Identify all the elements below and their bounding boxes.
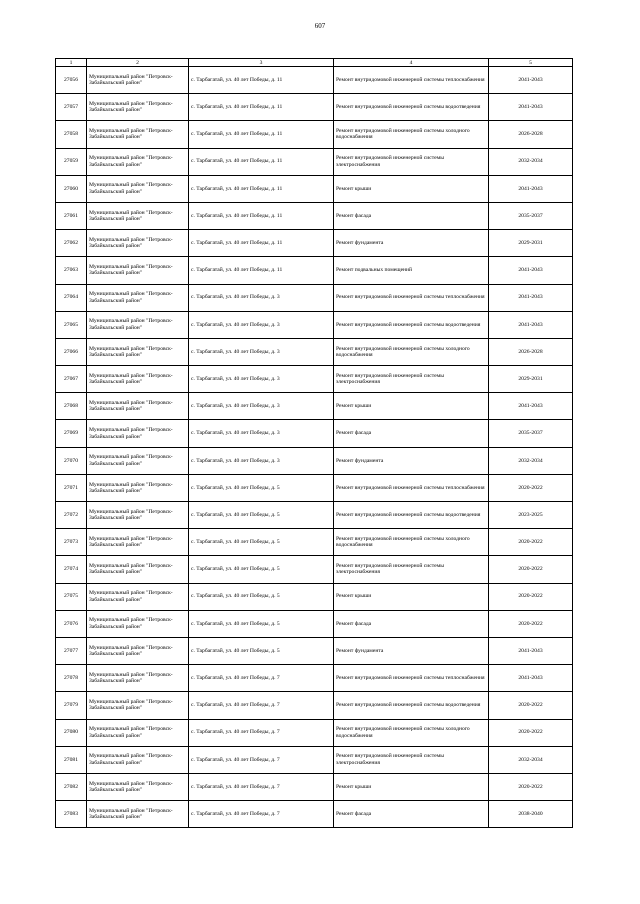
work-type-cell: Ремонт фасада [334, 801, 489, 828]
period-cell: 2020-2022 [489, 529, 573, 556]
address-cell: с. Тарбагатай, ул. 40 лет Победы, д. 7 [189, 665, 334, 692]
work-type-cell: Ремонт внутридомовой инженерной системы водоотведения [334, 692, 489, 719]
table-row [56, 529, 573, 556]
work-type-cell: Ремонт внутридомовой инженерной системы теплоснабжения [334, 284, 489, 311]
row-number: 27078 [56, 665, 87, 692]
table-row [56, 121, 573, 148]
row-number: 27057 [56, 94, 87, 121]
municipality-cell: Муниципальный район "Петровск-Забайкальский район" [87, 230, 189, 257]
row-number: 27076 [56, 610, 87, 637]
table-row [56, 338, 573, 365]
address-cell: с. Тарбагатай, ул. 40 лет Победы, д. 3 [189, 447, 334, 474]
row-number: 27072 [56, 502, 87, 529]
row-number: 27060 [56, 175, 87, 202]
address-cell: с. Тарбагатай, ул. 40 лет Победы, д. 5 [189, 583, 334, 610]
table-row [56, 393, 573, 420]
address-cell: с. Тарбагатай, ул. 40 лет Победы, д. 7 [189, 692, 334, 719]
row-number: 27070 [56, 447, 87, 474]
table-row [56, 637, 573, 664]
municipality-cell: Муниципальный район "Петровск-Забайкальский район" [87, 583, 189, 610]
table-row [56, 502, 573, 529]
table-row [56, 665, 573, 692]
period-cell: 2041-2043 [489, 94, 573, 121]
row-number: 27081 [56, 746, 87, 773]
work-type-cell: Ремонт внутридомовой инженерной системы водоотведения [334, 311, 489, 338]
period-cell: 2023-2025 [489, 502, 573, 529]
address-cell: с. Тарбагатай, ул. 40 лет Победы, д. 11 [189, 257, 334, 284]
address-cell: с. Тарбагатай, ул. 40 лет Победы, д. 11 [189, 230, 334, 257]
work-type-cell: Ремонт внутридомовой инженерной системы электроснабжения [334, 148, 489, 175]
municipality-cell: Муниципальный район "Петровск-Забайкальский район" [87, 393, 189, 420]
municipality-cell: Муниципальный район "Петровск-Забайкальский район" [87, 338, 189, 365]
table-row [56, 284, 573, 311]
row-number: 27075 [56, 583, 87, 610]
municipality-cell: Муниципальный район "Петровск-Забайкальский район" [87, 202, 189, 229]
row-number: 27079 [56, 692, 87, 719]
period-cell: 2041-2043 [489, 311, 573, 338]
period-cell: 2020-2022 [489, 719, 573, 746]
row-number: 27067 [56, 366, 87, 393]
column-number-row [56, 59, 573, 67]
row-number: 27068 [56, 393, 87, 420]
municipality-cell: Муниципальный район "Петровск-Забайкальский район" [87, 556, 189, 583]
work-type-cell: Ремонт внутридомовой инженерной системы водоотведения [334, 94, 489, 121]
municipality-cell: Муниципальный район "Петровск-Забайкальский район" [87, 257, 189, 284]
period-cell: 2020-2022 [489, 610, 573, 637]
address-cell: с. Тарбагатай, ул. 40 лет Победы, д. 5 [189, 502, 334, 529]
address-cell: с. Тарбагатай, ул. 40 лет Победы, д. 3 [189, 366, 334, 393]
period-cell: 2029-2031 [489, 230, 573, 257]
period-cell: 2041-2043 [489, 67, 573, 94]
period-cell: 2020-2022 [489, 556, 573, 583]
period-cell: 2035-2037 [489, 202, 573, 229]
address-cell: с. Тарбагатай, ул. 40 лет Победы, д. 11 [189, 202, 334, 229]
column-header: 5 [489, 59, 573, 67]
municipality-cell: Муниципальный район "Петровск-Забайкальский район" [87, 148, 189, 175]
work-type-cell: Ремонт внутридомовой инженерной системы теплоснабжения [334, 67, 489, 94]
work-type-cell: Ремонт фасада [334, 420, 489, 447]
table-row [56, 474, 573, 501]
address-cell: с. Тарбагатай, ул. 40 лет Победы, д. 5 [189, 610, 334, 637]
row-number: 27059 [56, 148, 87, 175]
row-number: 27077 [56, 637, 87, 664]
period-cell: 2029-2031 [489, 366, 573, 393]
row-number: 27071 [56, 474, 87, 501]
period-cell: 2038-2040 [489, 801, 573, 828]
row-number: 27061 [56, 202, 87, 229]
row-number: 27065 [56, 311, 87, 338]
table-row [56, 94, 573, 121]
address-cell: с. Тарбагатай, ул. 40 лет Победы, д. 7 [189, 746, 334, 773]
period-cell: 2032-2034 [489, 447, 573, 474]
work-type-cell: Ремонт крыши [334, 393, 489, 420]
work-type-cell: Ремонт внутридомовой инженерной системы холодного водоснабжения [334, 719, 489, 746]
address-cell: с. Тарбагатай, ул. 40 лет Победы, д. 11 [189, 148, 334, 175]
page-number: 607 [314, 22, 326, 30]
municipality-cell: Муниципальный район "Петровск-Забайкальский район" [87, 637, 189, 664]
row-number: 27083 [56, 801, 87, 828]
work-type-cell: Ремонт фундамента [334, 230, 489, 257]
work-type-cell: Ремонт внутридомовой инженерной системы электроснабжения [334, 366, 489, 393]
table-row [56, 366, 573, 393]
municipality-cell: Муниципальный район "Петровск-Забайкальский район" [87, 665, 189, 692]
address-cell: с. Тарбагатай, ул. 40 лет Победы, д. 3 [189, 393, 334, 420]
municipality-cell: Муниципальный район "Петровск-Забайкальский район" [87, 692, 189, 719]
work-type-cell: Ремонт внутридомовой инженерной системы электроснабжения [334, 556, 489, 583]
row-number: 27069 [56, 420, 87, 447]
period-cell: 2032-2034 [489, 148, 573, 175]
work-type-cell: Ремонт внутридомовой инженерной системы холодного водоснабжения [334, 338, 489, 365]
table-row [56, 67, 573, 94]
municipality-cell: Муниципальный район "Петровск-Забайкальский район" [87, 366, 189, 393]
column-header: 1 [56, 59, 87, 67]
work-type-cell: Ремонт фасада [334, 610, 489, 637]
period-cell: 2026-2028 [489, 338, 573, 365]
work-type-cell: Ремонт крыши [334, 773, 489, 800]
row-number: 27063 [56, 257, 87, 284]
address-cell: с. Тарбагатай, ул. 40 лет Победы, д. 11 [189, 67, 334, 94]
work-type-cell: Ремонт фундамента [334, 637, 489, 664]
row-number: 27064 [56, 284, 87, 311]
column-header: 3 [189, 59, 334, 67]
table-row [56, 148, 573, 175]
row-number: 27058 [56, 121, 87, 148]
municipality-cell: Муниципальный район "Петровск-Забайкальский район" [87, 474, 189, 501]
municipality-cell: Муниципальный район "Петровск-Забайкальский район" [87, 420, 189, 447]
table-row [56, 583, 573, 610]
repair-schedule-table [55, 58, 573, 828]
table-row [56, 610, 573, 637]
municipality-cell: Муниципальный район "Петровск-Забайкальский район" [87, 94, 189, 121]
row-number: 27074 [56, 556, 87, 583]
work-type-cell: Ремонт крыши [334, 583, 489, 610]
table-row [56, 773, 573, 800]
period-cell: 2020-2022 [489, 474, 573, 501]
municipality-cell: Муниципальный район "Петровск-Забайкальский район" [87, 284, 189, 311]
address-cell: с. Тарбагатай, ул. 40 лет Победы, д. 5 [189, 556, 334, 583]
address-cell: с. Тарбагатай, ул. 40 лет Победы, д. 11 [189, 175, 334, 202]
period-cell: 2035-2037 [489, 420, 573, 447]
row-number: 27073 [56, 529, 87, 556]
row-number: 27080 [56, 719, 87, 746]
municipality-cell: Муниципальный район "Петровск-Забайкальский район" [87, 67, 189, 94]
address-cell: с. Тарбагатай, ул. 40 лет Победы, д. 3 [189, 338, 334, 365]
table-row [56, 230, 573, 257]
period-cell: 2041-2043 [489, 257, 573, 284]
municipality-cell: Муниципальный район "Петровск-Забайкальский район" [87, 311, 189, 338]
row-number: 27062 [56, 230, 87, 257]
municipality-cell: Муниципальный район "Петровск-Забайкальский район" [87, 121, 189, 148]
table-row [56, 556, 573, 583]
period-cell: 2032-2034 [489, 746, 573, 773]
address-cell: с. Тарбагатай, ул. 40 лет Победы, д. 3 [189, 284, 334, 311]
address-cell: с. Тарбагатай, ул. 40 лет Победы, д. 7 [189, 719, 334, 746]
work-type-cell: Ремонт крыши [334, 175, 489, 202]
table-row [56, 447, 573, 474]
period-cell: 2020-2022 [489, 773, 573, 800]
row-number: 27082 [56, 773, 87, 800]
municipality-cell: Муниципальный район "Петровск-Забайкальский район" [87, 719, 189, 746]
address-cell: с. Тарбагатай, ул. 40 лет Победы, д. 5 [189, 529, 334, 556]
row-number: 27056 [56, 67, 87, 94]
table-row [56, 257, 573, 284]
work-type-cell: Ремонт подвальных помещений [334, 257, 489, 284]
work-type-cell: Ремонт внутридомовой инженерной системы холодного водоснабжения [334, 529, 489, 556]
table-row [56, 746, 573, 773]
work-type-cell: Ремонт фасада [334, 202, 489, 229]
municipality-cell: Муниципальный район "Петровск-Забайкальский район" [87, 610, 189, 637]
municipality-cell: Муниципальный район "Петровск-Забайкальский район" [87, 773, 189, 800]
period-cell: 2041-2043 [489, 637, 573, 664]
address-cell: с. Тарбагатай, ул. 40 лет Победы, д. 3 [189, 311, 334, 338]
address-cell: с. Тарбагатай, ул. 40 лет Победы, д. 5 [189, 474, 334, 501]
period-cell: 2041-2043 [489, 175, 573, 202]
address-cell: с. Тарбагатай, ул. 40 лет Победы, д. 11 [189, 121, 334, 148]
address-cell: с. Тарбагатай, ул. 40 лет Победы, д. 3 [189, 420, 334, 447]
period-cell: 2020-2022 [489, 583, 573, 610]
municipality-cell: Муниципальный район "Петровск-Забайкальский район" [87, 447, 189, 474]
column-header: 2 [87, 59, 189, 67]
municipality-cell: Муниципальный район "Петровск-Забайкальский район" [87, 746, 189, 773]
table-row [56, 175, 573, 202]
work-type-cell: Ремонт внутридомовой инженерной системы электроснабжения [334, 746, 489, 773]
column-header: 4 [334, 59, 489, 67]
period-cell: 2041-2043 [489, 665, 573, 692]
period-cell: 2041-2043 [489, 284, 573, 311]
municipality-cell: Муниципальный район "Петровск-Забайкальский район" [87, 529, 189, 556]
period-cell: 2020-2022 [489, 692, 573, 719]
work-type-cell: Ремонт внутридомовой инженерной системы теплоснабжения [334, 474, 489, 501]
work-type-cell: Ремонт внутридомовой инженерной системы водоотведения [334, 502, 489, 529]
work-type-cell: Ремонт фундамента [334, 447, 489, 474]
municipality-cell: Муниципальный район "Петровск-Забайкальский район" [87, 801, 189, 828]
address-cell: с. Тарбагатай, ул. 40 лет Победы, д. 11 [189, 94, 334, 121]
work-type-cell: Ремонт внутридомовой инженерной системы холодного водоснабжения [334, 121, 489, 148]
period-cell: 2041-2043 [489, 393, 573, 420]
table-row [56, 311, 573, 338]
municipality-cell: Муниципальный район "Петровск-Забайкальский район" [87, 175, 189, 202]
table-row [56, 202, 573, 229]
address-cell: с. Тарбагатай, ул. 40 лет Победы, д. 7 [189, 773, 334, 800]
table-row [56, 420, 573, 447]
address-cell: с. Тарбагатай, ул. 40 лет Победы, д. 5 [189, 637, 334, 664]
municipality-cell: Муниципальный район "Петровск-Забайкальский район" [87, 502, 189, 529]
period-cell: 2026-2028 [489, 121, 573, 148]
work-type-cell: Ремонт внутридомовой инженерной системы теплоснабжения [334, 665, 489, 692]
table-row [56, 719, 573, 746]
table-row [56, 801, 573, 828]
table-row [56, 692, 573, 719]
row-number: 27066 [56, 338, 87, 365]
address-cell: с. Тарбагатай, ул. 40 лет Победы, д. 7 [189, 801, 334, 828]
